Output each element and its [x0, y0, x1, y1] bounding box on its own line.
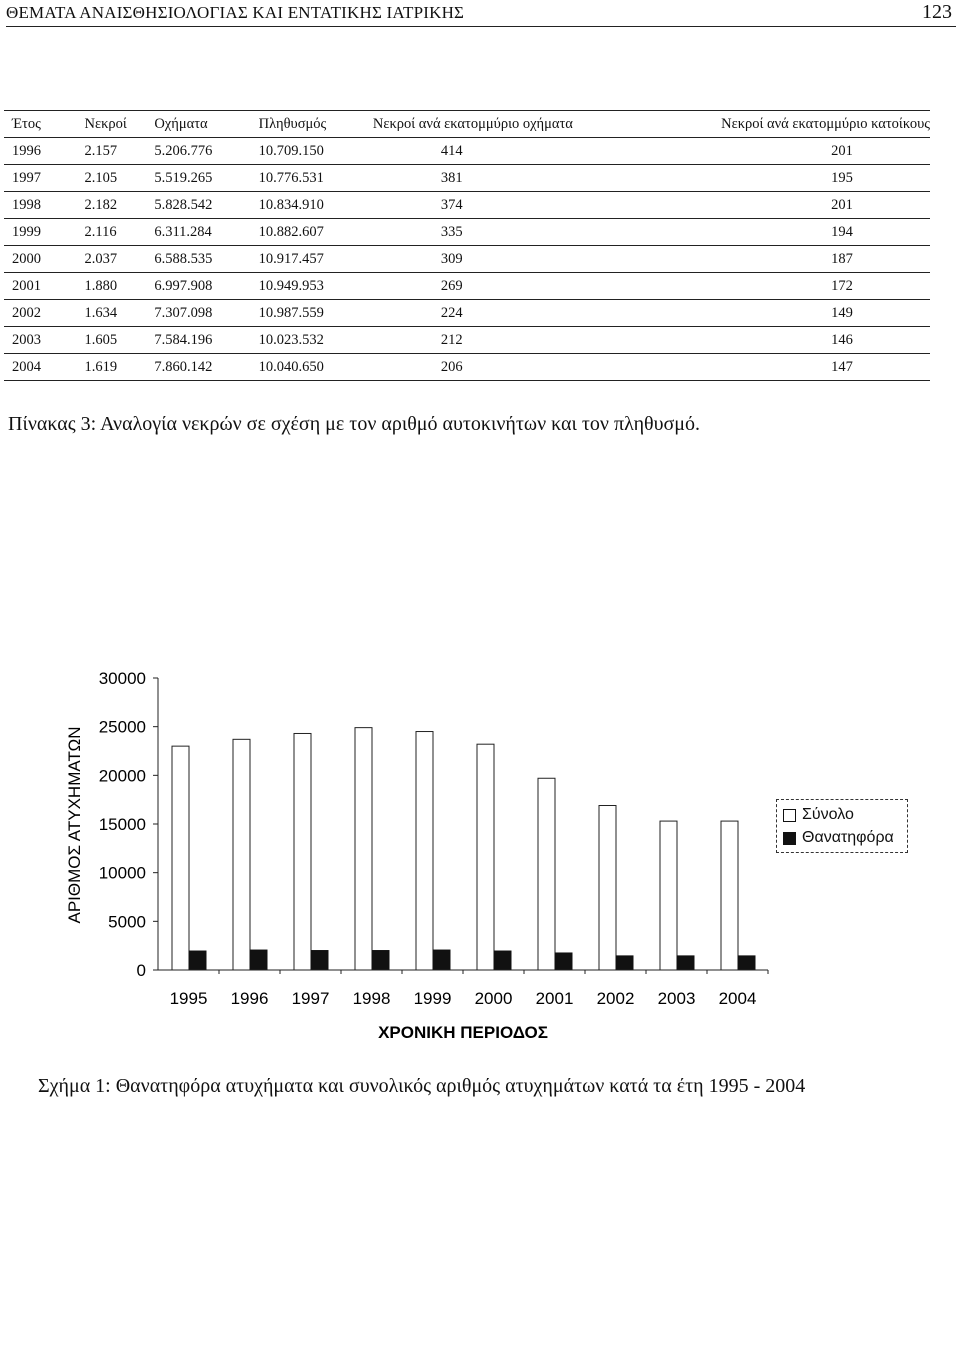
table-row [4, 165, 930, 192]
table-cell: 206 [440, 358, 463, 375]
table-cell: 335 [440, 223, 463, 240]
bar-fatal [372, 951, 389, 970]
bar-fatal [494, 951, 511, 970]
chart-bars [172, 728, 755, 970]
x-tick-label: 1996 [230, 989, 269, 1008]
chart-legend [776, 799, 908, 853]
x-axis-title: ΧΡΟΝΙΚΗ ΠΕΡΙΟΔΟΣ [378, 1023, 548, 1042]
column-header: Έτος [12, 115, 41, 132]
table-cell: 374 [440, 196, 463, 213]
x-tick-label: 1997 [291, 989, 330, 1008]
table-cell: 172 [831, 277, 853, 294]
x-tick-label: 1999 [413, 989, 452, 1008]
table-row [4, 219, 930, 246]
table-cell: 7.584.196 [154, 331, 213, 348]
table-cell: 2.105 [84, 169, 118, 186]
table-cell: 6.588.535 [154, 250, 213, 267]
legend-label: Θανατηφόρα [802, 829, 894, 846]
y-tick-label: 15000 [98, 815, 146, 834]
y-tick-label: 20000 [98, 766, 146, 786]
bar-total [172, 746, 189, 970]
column-header: Νεκροί ανά εκατομμύριο κατοίκους [721, 115, 930, 132]
table-cell: 2003 [12, 331, 41, 348]
table-cell: 1.605 [84, 331, 118, 348]
y-tick-label: 25000 [98, 717, 146, 737]
table-cell: 5.206.776 [154, 142, 213, 159]
table-cell: 309 [440, 250, 463, 267]
table-cell: 1996 [12, 142, 41, 159]
column-header: Πληθυσμός [258, 115, 327, 132]
table-cell: 194 [831, 223, 853, 240]
bar-fatal [555, 953, 572, 970]
legend-swatch [783, 832, 796, 845]
table-cell: 10.949.953 [258, 277, 324, 294]
y-axis-title: ΑΡΙΘΜΟΣ ΑΤΥΧΗΜΑΤΩΝ [65, 726, 84, 924]
bar-fatal [616, 956, 633, 970]
bar-total [660, 821, 677, 970]
y-tick-label: 5000 [108, 912, 146, 932]
table-cell: 269 [440, 277, 463, 294]
table-cell: 2001 [12, 277, 41, 294]
table-cell: 10.040.650 [258, 358, 324, 375]
table-cell: 2002 [12, 304, 41, 321]
table-cell: 5.828.542 [154, 196, 213, 213]
legend-item-total [783, 805, 854, 825]
table-cell: 10.917.457 [258, 250, 324, 267]
bar-fatal [189, 951, 206, 970]
x-tick-label: 2000 [474, 989, 513, 1008]
bar-fatal [250, 950, 267, 970]
table-cell: 149 [831, 304, 853, 321]
table-cell: 10.023.532 [258, 331, 324, 348]
table-cell: 2000 [12, 250, 41, 267]
running-header [6, 0, 956, 27]
table-cell: 5.519.265 [154, 169, 213, 186]
table-header-row [4, 111, 930, 138]
table-row [4, 138, 930, 165]
x-tick-label: 2001 [535, 989, 574, 1008]
legend-label: Σύνολο [802, 806, 854, 823]
x-tick-label: 1995 [169, 989, 208, 1008]
column-header: Νεκροί [84, 115, 127, 132]
bar-total [355, 728, 372, 970]
table-cell: 10.834.910 [258, 196, 324, 213]
bar-fatal [311, 951, 328, 970]
statistics-table [4, 110, 930, 381]
bar-total [233, 739, 250, 970]
table-cell: 6.311.284 [154, 223, 212, 240]
table-cell: 2004 [12, 358, 41, 375]
table-cell: 10.882.607 [258, 223, 324, 240]
table-cell: 187 [831, 250, 853, 267]
table-cell: 10.776.531 [258, 169, 324, 186]
x-tick-label: 1998 [352, 989, 391, 1008]
table-cell: 381 [440, 169, 463, 186]
bar-total [599, 806, 616, 970]
bar-fatal [433, 950, 450, 970]
y-tick-label: 30000 [98, 669, 146, 688]
table-row [4, 300, 930, 327]
legend-item-fatal [783, 828, 894, 848]
table-cell: 146 [831, 331, 853, 348]
bar-total [294, 733, 311, 970]
table-row [4, 273, 930, 300]
y-axis [99, 669, 158, 980]
legend-swatch [783, 809, 796, 822]
bar-total [721, 821, 738, 970]
table-cell: 1.634 [84, 304, 118, 321]
bar-total [477, 744, 494, 970]
table-cell: 2.116 [84, 223, 117, 240]
table-cell: 1.619 [84, 358, 118, 375]
table-cell: 1997 [12, 169, 41, 186]
table-cell: 2.182 [84, 196, 118, 213]
table-cell: 224 [440, 304, 463, 321]
journal-title: ΘΕΜΑΤΑ ΑΝΑΙΣΘΗΣΙΟΛΟΓΙΑΣ ΚΑΙ ΕΝΤΑΤΙΚΗΣ ΙΑΤΡΙΚΗΣ [6, 3, 465, 22]
figure-caption: Σχήμα 1: Θανατηφόρα ατυχήματα και συνολικός αριθμός ατυχημάτων κατά τα έτη 1995 - 2004 [38, 1075, 806, 1097]
table-cell: 201 [831, 196, 853, 213]
table-cell: 10.709.150 [258, 142, 324, 159]
table-cell: 6.997.908 [154, 277, 213, 294]
table-cell: 1999 [12, 223, 41, 240]
table-cell: 195 [831, 169, 853, 186]
table-row [4, 327, 930, 354]
x-tick-label: 2003 [657, 989, 696, 1008]
x-axis [158, 970, 768, 1008]
table-body [4, 138, 930, 381]
table-cell: 7.307.098 [154, 304, 213, 321]
table-row [4, 246, 930, 273]
table-cell: 2.037 [84, 250, 118, 267]
x-tick-label: 2004 [718, 989, 757, 1008]
table-cell: 1.880 [84, 277, 118, 294]
table-row [4, 192, 930, 219]
table-cell: 2.157 [84, 142, 118, 159]
bar-fatal [738, 956, 755, 970]
y-tick-label: 10000 [98, 863, 146, 883]
table-row [4, 354, 930, 381]
table-cell: 1998 [12, 196, 41, 213]
table-cell: 7.860.142 [154, 358, 213, 375]
table-cell: 414 [440, 142, 463, 159]
page-number: 123 [922, 1, 952, 23]
bar-total [416, 732, 433, 970]
y-tick-label: 0 [136, 961, 146, 980]
table-cell: 10.987.559 [258, 304, 324, 321]
column-header: Οχήματα [154, 115, 208, 132]
bar-fatal [677, 956, 694, 970]
x-tick-label: 2002 [596, 989, 635, 1008]
column-header: Νεκροί ανά εκατομμύριο οχήματα [372, 115, 573, 132]
bar-total [538, 778, 555, 970]
table-caption: Πίνακας 3: Αναλογία νεκρών σε σχέση με τον αριθμό αυτοκινήτων και τον πληθυσμό. [8, 413, 701, 435]
table-cell: 201 [831, 142, 853, 159]
table-cell: 147 [831, 358, 853, 375]
table-cell: 212 [440, 331, 463, 348]
